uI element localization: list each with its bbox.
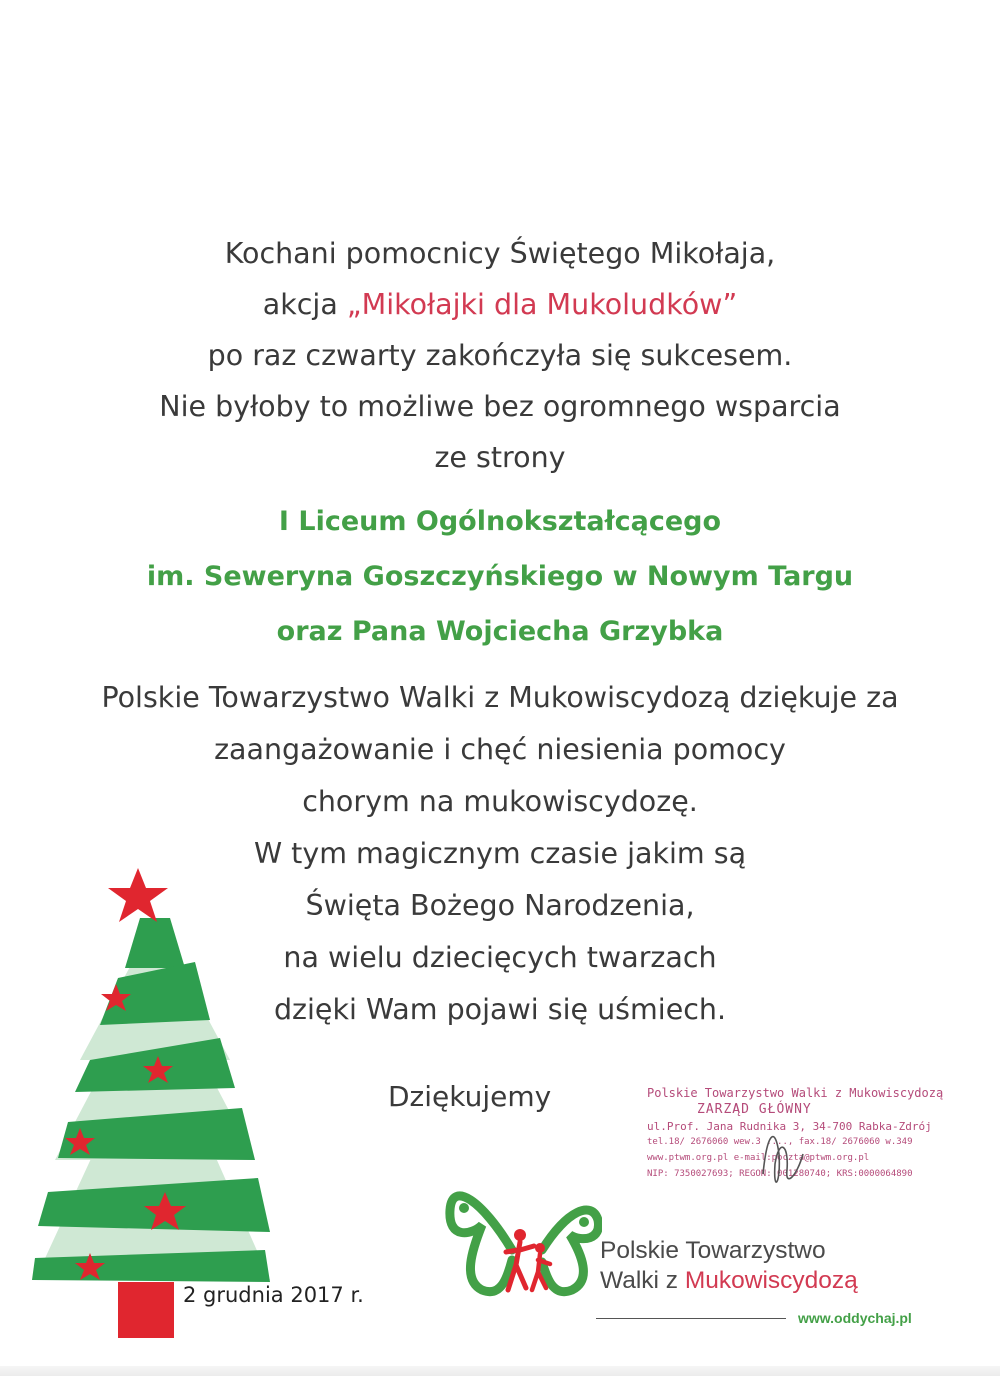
christmas-tree-icon xyxy=(30,860,290,1340)
org-prefix: Walki z xyxy=(600,1267,685,1294)
organization-stamp xyxy=(645,1086,944,1184)
intro-line: ze strony xyxy=(434,441,566,474)
stamp-line: ul.Prof. Jana Rudnika 3, 34-700 Rabka-Zdrój xyxy=(647,1120,932,1133)
recipient-line: oraz Pana Wojciecha Grzybka xyxy=(276,616,724,647)
thanks-line: Święta Bożego Narodzenia, xyxy=(305,889,695,922)
recipient-line: im. Seweryna Goszczyńskiego w Nowym Targu xyxy=(146,561,854,592)
letter-date: 2 grudnia 2017 r. xyxy=(183,1283,364,1307)
intro-prefix: akcja xyxy=(262,288,347,321)
intro-line: Nie byłoby to możliwe bez ogromnego wsparcia xyxy=(159,390,841,423)
org-accent: Mukowiscydozą xyxy=(684,1267,858,1294)
recipient-line: I Liceum Ogólnokształcącego xyxy=(278,506,722,537)
intro-line: po raz czwarty zakończyła się sukcesem. xyxy=(207,339,793,372)
action-name: „Mikołajki dla Mukoludków” xyxy=(346,288,738,321)
thanks-line: na wielu dziecięcych twarzach xyxy=(283,941,717,974)
thanks-line: W tym magicznym czasie jakim są xyxy=(253,837,747,870)
intro-paragraph xyxy=(0,228,1000,483)
signature-icon xyxy=(745,1114,825,1204)
org-line xyxy=(600,1266,858,1296)
closing-word: Dziękujemy xyxy=(388,1080,552,1113)
stamp-line: ZARZĄD GŁÓWNY xyxy=(697,1102,812,1117)
intro-line: Kochani pomocnicy Świętego Mikołaja, xyxy=(224,237,776,270)
butterfly-logo-svg xyxy=(442,1180,602,1310)
logo-divider xyxy=(596,1318,786,1319)
org-line: Polskie Towarzystwo xyxy=(600,1237,826,1264)
thanks-line: Polskie Towarzystwo Walki z Mukowiscydozą dziękuje za xyxy=(101,681,899,714)
thanks-line: dzięki Wam pojawi się uśmiech. xyxy=(273,993,727,1026)
stamp-line: tel.18/ 2676060 wew.3 ...., fax.18/ 2676060 w.349 xyxy=(647,1137,913,1147)
stamp-line: www.ptwm.org.pl e-mail:poczta@ptwm.org.pl xyxy=(647,1153,870,1163)
butterfly-logo-icon xyxy=(442,1180,602,1310)
stamp-line: NIP: 7350027693; REGON: 001280740; KRS:0000064890 xyxy=(647,1169,913,1179)
website-link[interactable]: www.oddychaj.pl xyxy=(798,1310,912,1326)
intro-line xyxy=(0,279,1000,330)
thanks-line: zaangażowanie i chęć niesienia pomocy xyxy=(214,733,786,766)
organization-name xyxy=(600,1236,858,1296)
recipient-names xyxy=(0,494,1000,659)
page-edge xyxy=(0,1366,1000,1376)
stamp-line: Polskie Towarzystwo Walki z Mukowiscydozą xyxy=(647,1086,944,1100)
thanks-line: chorym na mukowiscydozę. xyxy=(302,785,698,818)
christmas-tree-illustration xyxy=(30,860,290,1340)
